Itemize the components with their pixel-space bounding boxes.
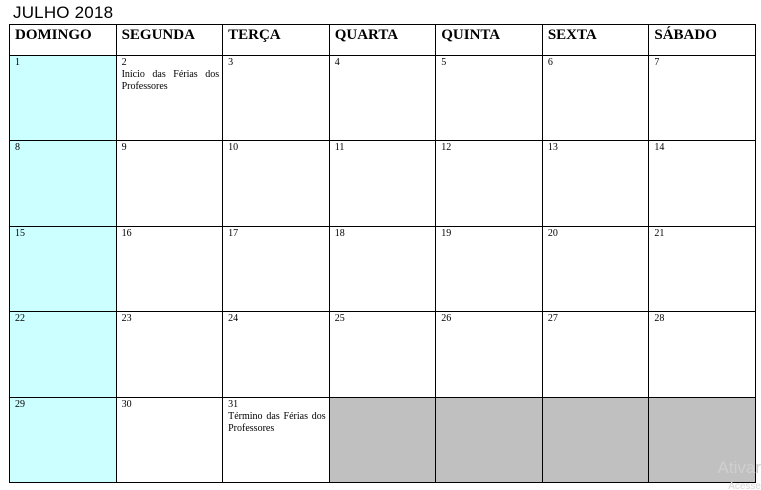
day-number: 14 bbox=[654, 142, 665, 154]
day-cell bbox=[116, 397, 223, 482]
day-cell bbox=[116, 226, 223, 311]
day-number: 5 bbox=[441, 57, 447, 68]
day-number: 19 bbox=[441, 227, 452, 239]
day-cell bbox=[649, 226, 756, 311]
day-cell bbox=[329, 312, 436, 397]
day-cell bbox=[223, 312, 330, 397]
day-number: 15 bbox=[15, 227, 25, 239]
weekday-header: SEXTA bbox=[542, 25, 649, 56]
day-number: 13 bbox=[547, 142, 558, 154]
weekday-header: QUARTA bbox=[329, 25, 436, 56]
week-row bbox=[10, 141, 756, 226]
day-number: 11 bbox=[334, 142, 345, 154]
empty-day-cell bbox=[436, 397, 543, 482]
day-number: 6 bbox=[547, 57, 553, 68]
calendar-grid bbox=[9, 24, 756, 483]
day-cell bbox=[329, 226, 436, 311]
day-cell bbox=[223, 141, 330, 226]
day-cell bbox=[10, 312, 117, 397]
activation-watermark-sub: Acesse bbox=[728, 481, 761, 490]
day-number: 30 bbox=[121, 398, 132, 410]
week-row bbox=[10, 312, 756, 397]
weekday-header: SÁBADO bbox=[649, 25, 756, 56]
weekday-header: SEGUNDA bbox=[116, 25, 223, 56]
day-cell bbox=[223, 226, 330, 311]
day-number: 2 bbox=[121, 57, 127, 68]
day-number: 22 bbox=[15, 313, 25, 325]
day-cell bbox=[542, 141, 649, 226]
day-number: 8 bbox=[15, 142, 20, 154]
day-cell bbox=[436, 56, 543, 141]
day-number: 18 bbox=[334, 227, 345, 239]
weekday-header: TERÇA bbox=[223, 25, 330, 56]
day-cell bbox=[116, 141, 223, 226]
day-cell bbox=[10, 56, 117, 141]
day-number: 25 bbox=[334, 313, 345, 325]
month-title: JULHO 2018 bbox=[13, 3, 114, 22]
day-number: 27 bbox=[547, 313, 558, 325]
empty-day-cell bbox=[329, 397, 436, 482]
day-number: 29 bbox=[15, 398, 25, 410]
day-number: 4 bbox=[334, 57, 340, 68]
day-cell bbox=[10, 141, 117, 226]
week-row bbox=[10, 56, 756, 141]
day-cell bbox=[10, 226, 117, 311]
day-cell bbox=[542, 56, 649, 141]
day-event: Início das Férias dos Professores bbox=[121, 69, 220, 92]
day-number: 17 bbox=[228, 227, 239, 239]
day-number: 20 bbox=[547, 227, 558, 239]
day-cell bbox=[329, 56, 436, 141]
day-number: 12 bbox=[441, 142, 452, 154]
day-number: 3 bbox=[228, 57, 234, 68]
weekday-header-row bbox=[10, 25, 756, 56]
empty-day-cell bbox=[542, 397, 649, 482]
day-number: 7 bbox=[654, 57, 660, 68]
calendar-body bbox=[10, 56, 756, 483]
day-number: 10 bbox=[228, 142, 239, 154]
day-cell bbox=[116, 312, 223, 397]
day-cell bbox=[10, 397, 117, 482]
day-cell bbox=[542, 226, 649, 311]
week-row bbox=[10, 226, 756, 311]
day-cell bbox=[223, 56, 330, 141]
day-cell bbox=[649, 312, 756, 397]
day-number: 24 bbox=[228, 313, 239, 325]
activation-watermark: Ativar bbox=[717, 458, 761, 477]
day-cell bbox=[436, 226, 543, 311]
day-cell bbox=[649, 56, 756, 141]
day-number: 26 bbox=[441, 313, 452, 325]
day-number: 23 bbox=[121, 313, 132, 325]
day-number: 16 bbox=[121, 227, 132, 239]
day-number: 21 bbox=[654, 227, 665, 239]
day-cell bbox=[329, 141, 436, 226]
weekday-header: QUINTA bbox=[436, 25, 543, 56]
day-event: Término das Férias dos Professores bbox=[228, 410, 326, 434]
day-cell bbox=[116, 56, 223, 141]
day-number: 1 bbox=[15, 57, 20, 68]
day-cell bbox=[649, 141, 756, 226]
day-cell bbox=[436, 312, 543, 397]
day-cell bbox=[223, 397, 330, 482]
weekday-header: DOMINGO bbox=[10, 25, 117, 56]
day-cell bbox=[436, 141, 543, 226]
day-number: 28 bbox=[654, 313, 665, 325]
week-row bbox=[10, 397, 756, 482]
day-number: 9 bbox=[121, 142, 127, 154]
day-cell bbox=[542, 312, 649, 397]
day-number: 31 bbox=[228, 398, 239, 410]
